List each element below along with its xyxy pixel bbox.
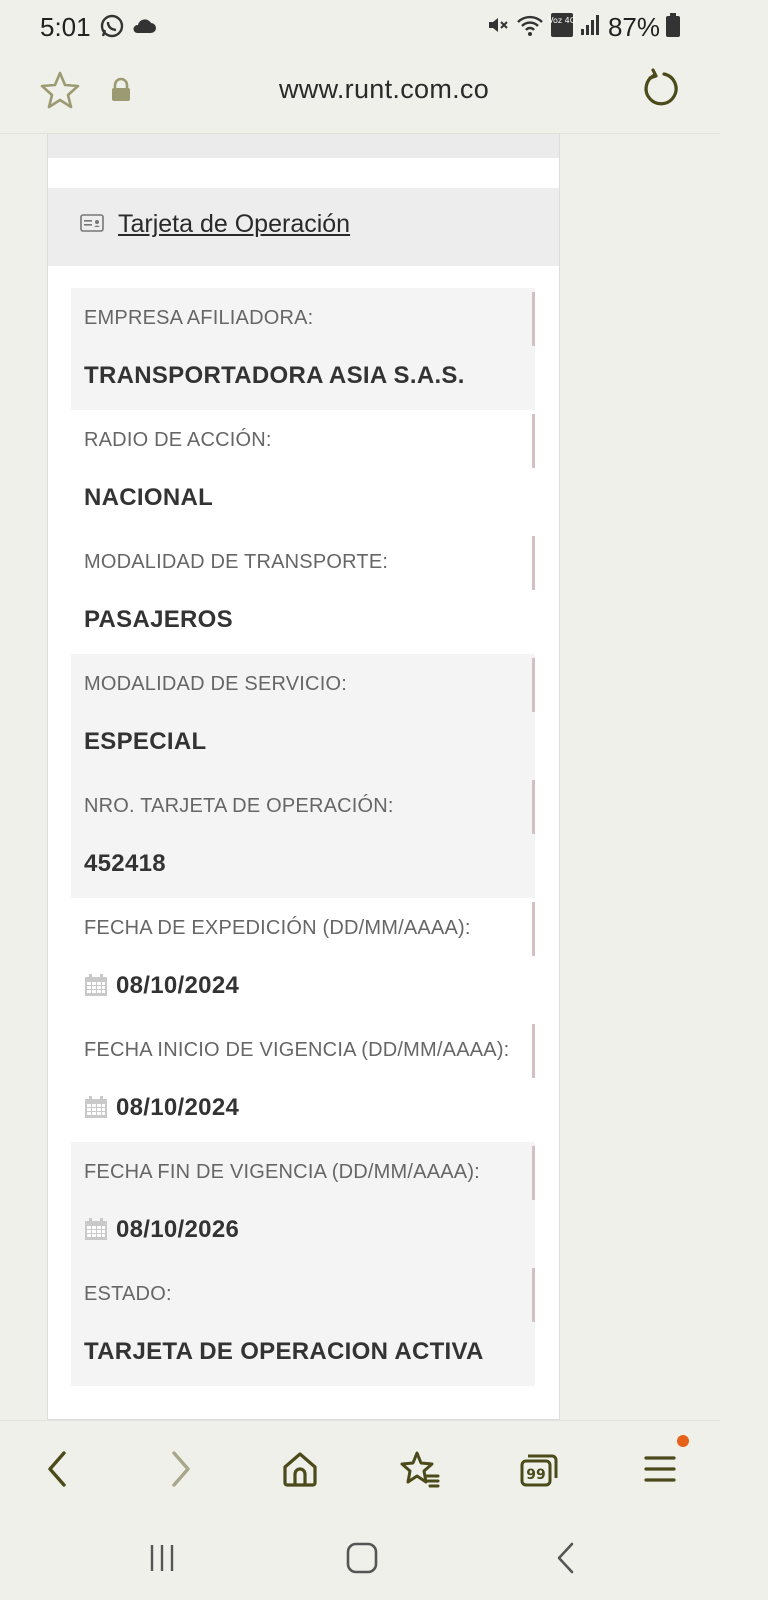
svg-text:Voz 4G: Voz 4G xyxy=(548,16,576,25)
reload-icon[interactable] xyxy=(640,68,680,108)
calendar-icon xyxy=(84,1217,108,1241)
field-fecha-expedicion xyxy=(71,898,535,1020)
field-label: FECHA INICIO DE VIGENCIA (DD/MM/AAAA): xyxy=(84,1039,510,1061)
field-label: EMPRESA AFILIADORA: xyxy=(84,307,314,329)
field-value: ESPECIAL xyxy=(84,728,207,755)
cloud-icon xyxy=(131,16,157,41)
field-label: MODALIDAD DE TRANSPORTE: xyxy=(84,551,389,573)
field-value: 452418 xyxy=(84,850,166,877)
mute-icon xyxy=(486,13,510,42)
card-title[interactable]: Tarjeta de Operación xyxy=(118,210,351,238)
field-accent-bar xyxy=(532,902,535,956)
browser-toolbar xyxy=(0,1420,720,1516)
battery-icon xyxy=(666,13,680,42)
battery-percent: 87% xyxy=(607,12,660,42)
id-card-icon xyxy=(80,214,104,232)
status-right xyxy=(486,12,680,43)
page-content xyxy=(0,134,720,1420)
field-value: 08/10/2024 xyxy=(116,972,240,999)
field-label: MODALIDAD DE SERVICIO: xyxy=(84,673,347,695)
volte-icon xyxy=(550,12,574,43)
forward-icon[interactable] xyxy=(156,1445,204,1493)
field-value: TRANSPORTADORA ASIA S.A.S. xyxy=(84,362,465,389)
card-gap xyxy=(47,158,560,188)
field-estado xyxy=(71,1264,535,1386)
field-empresa-afiliadora xyxy=(71,288,535,410)
signal-icon xyxy=(580,14,602,41)
url-text[interactable]: www.runt.com.co xyxy=(278,74,490,104)
field-nro-tarjeta xyxy=(71,776,535,898)
field-label: NRO. TARJETA DE OPERACIÓN: xyxy=(84,795,394,817)
field-value: 08/10/2026 xyxy=(116,1216,240,1243)
field-accent-bar xyxy=(532,658,535,712)
home-icon[interactable] xyxy=(276,1445,324,1493)
notification-dot xyxy=(677,1435,689,1447)
field-label: RADIO DE ACCIÓN: xyxy=(84,429,272,451)
field-label: FECHA DE EXPEDICIÓN (DD/MM/AAAA): xyxy=(84,917,471,939)
field-label: ESTADO: xyxy=(84,1283,172,1305)
svg-text:99: 99 xyxy=(526,1467,546,1483)
calendar-icon xyxy=(84,1095,108,1119)
field-label: FECHA FIN DE VIGENCIA (DD/MM/AAAA): xyxy=(84,1161,480,1183)
card-top-strip xyxy=(47,134,560,158)
field-value: PASAJEROS xyxy=(84,606,233,633)
field-accent-bar xyxy=(532,1146,535,1200)
field-fecha-fin-vigencia xyxy=(71,1142,535,1264)
field-radio-accion xyxy=(71,410,535,532)
field-value: NACIONAL xyxy=(84,484,214,511)
whatsapp-icon xyxy=(99,13,125,44)
field-accent-bar xyxy=(532,1268,535,1322)
menu-icon[interactable] xyxy=(636,1445,684,1493)
field-value: TARJETA DE OPERACION ACTIVA xyxy=(84,1338,484,1365)
operation-card xyxy=(47,188,560,1420)
status-left-icons xyxy=(99,13,157,44)
card-header[interactable] xyxy=(48,188,559,266)
field-accent-bar xyxy=(532,414,535,468)
back-icon[interactable] xyxy=(34,1445,82,1493)
system-nav-bar xyxy=(0,1516,720,1600)
field-modalidad-transporte xyxy=(71,532,535,654)
fields-list xyxy=(71,288,535,1386)
back-nav-icon[interactable] xyxy=(544,1536,588,1580)
tabs-icon[interactable] xyxy=(516,1445,564,1493)
field-accent-bar xyxy=(532,1024,535,1078)
status-bar xyxy=(0,0,720,54)
field-accent-bar xyxy=(532,780,535,834)
wifi-icon xyxy=(516,13,544,42)
bookmarks-icon[interactable] xyxy=(396,1445,444,1493)
status-time: 5:01 xyxy=(40,12,91,42)
field-value: 08/10/2024 xyxy=(116,1094,240,1121)
field-accent-bar xyxy=(532,536,535,590)
field-accent-bar xyxy=(532,292,535,346)
url-bar xyxy=(0,54,720,134)
home-nav-icon[interactable] xyxy=(340,1536,384,1580)
field-modalidad-servicio xyxy=(71,654,535,776)
calendar-icon xyxy=(84,973,108,997)
recents-icon[interactable] xyxy=(140,1536,184,1580)
field-fecha-inicio-vigencia xyxy=(71,1020,535,1142)
